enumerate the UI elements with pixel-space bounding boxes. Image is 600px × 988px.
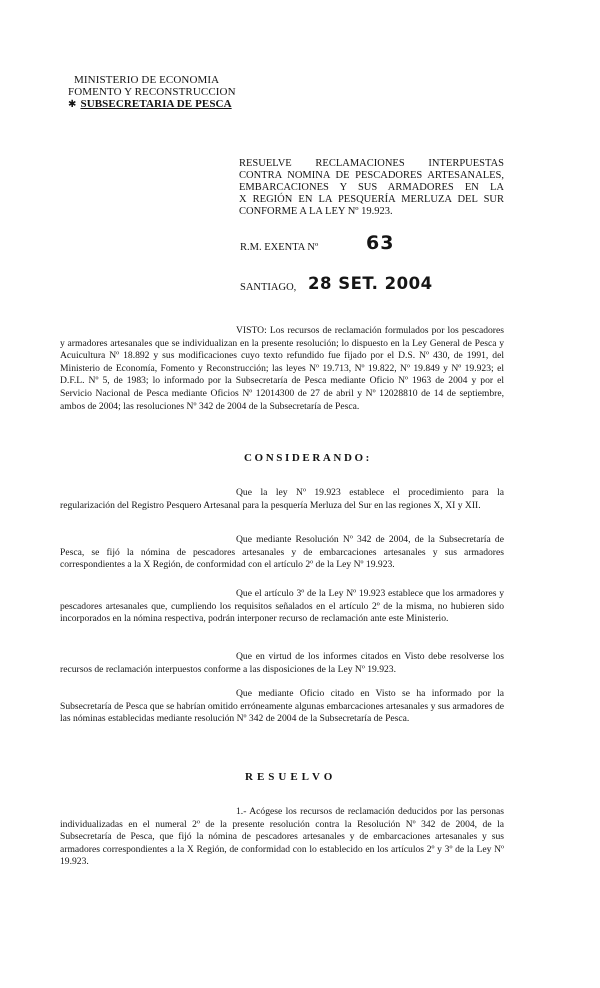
date-line: [240, 274, 460, 300]
exenta-line: [240, 232, 460, 262]
date-label: SANTIAGO,: [240, 282, 297, 293]
considerando-paragraph-5: Que mediante Oficio citado en Visto se ha informado por la Subsecretaría de Pesca que se habrían omitido erróneamente algunas embarcaciones artesanales y sus armadores de las nóminas establecidas mediante resolución Nº 342 de 2004 de la Subsecretaría de Pesca.: [60, 688, 504, 725]
considerando-paragraph-3: Que el artículo 3º de la Ley Nº 19.923 establece que los armadores y pescadores artesanales que, cumpliendo los requisitos señalados en el artículo 2º de la misma, no hubieren sido incorporados en la nómina respectiva, podrán interponer recurso de reclamación ante este Ministerio.: [60, 588, 504, 625]
document-title: RESUELVE RECLAMACIONES INTERPUESTAS CONTRA NOMINA DE PESCADORES ARTESANALES, EMBARCACIONES Y SUS ARMADORES EN LA X REGIÓN EN LA PESQUERÍA MERLUZA DEL SUR CONFORME A LA LEY Nº 19.923.: [239, 158, 504, 217]
visto-paragraph: [60, 325, 504, 413]
date-stamp: 28 SET. 2004: [308, 274, 433, 293]
exenta-label: R.M. EXENTA Nº: [240, 242, 319, 253]
ministry-name: MINISTERIO DE ECONOMIA: [74, 74, 220, 86]
visto-label: VISTO:: [236, 325, 267, 336]
letterhead: [68, 74, 248, 111]
emblem-icon: ✱: [68, 99, 77, 110]
undersecretariat-name: ✱ SUBSECRETARIA DE PESCA: [68, 98, 232, 110]
considerando-heading: CONSIDERANDO:: [244, 452, 372, 464]
visto-text: Los recursos de reclamación formulados por los pescadores y armadores artesanales que se individualizan en la presente resolución; lo dispuesto en la Ley General de Pesca y Acuicultura Nº 18.892 y sus modificaciones cuyo texto refundido fue fijado por el D.S. Nº 430, de 1991, del Ministerio de Economía, Fomento y Reconstrucción; las leyes Nº 19.713, Nº 19.822, Nº 19.849 y Nº 19.923; el D.F.L. Nº 5, de 1983; lo informado por la Subsecretaría de Pesca mediante Oficio Nº 1963 de 2004 y por el Servicio Nacional de Pesca mediante Oficios Nº 12014300 de 27 de abril y Nº 12028810 de 14 de septiembre, ambos de 2004; las resoluciones Nº 342 de 2004 de la Subsecretaría de Pesca.: [60, 325, 504, 412]
ministry-subtitle: FOMENTO Y RECONSTRUCCION: [68, 86, 236, 98]
resuelvo-heading: RESUELVO: [245, 771, 337, 783]
considerando-paragraph-1: Que la ley Nº 19.923 establece el procedimiento para la regularización del Registro Pesquero Artesanal para la pesquería Merluza del Sur en las regiones X, XI y XII.: [60, 487, 504, 511]
resolution-number: 63: [366, 232, 395, 254]
resuelvo-paragraph-1: 1.- Acógese los recursos de reclamación deducidos por las personas individualizadas en el numeral 2º de la presente resolución contra la Resolución Nº 342 de 2004, de la Subsecretaría de Pesca, que fijó la nómina de pescadores artesanales y de embarcaciones artesanales y sus armadores correspondientes a la X Región, de conformidad con lo establecido en los artículos 2º y 3º de la Ley Nº 19.923.: [60, 806, 504, 868]
considerando-paragraph-4: Que en virtud de los informes citados en Visto debe resolverse los recursos de reclamación interpuestos conforme a las disposiciones de la Ley Nº 19.923.: [60, 651, 504, 675]
considerando-paragraph-2: Que mediante Resolución Nº 342 de 2004, de la Subsecretaría de Pesca, se fijó la nómina de pescadores artesanales y de embarcaciones artesanales y sus armadores correspondientes a la X Región, de conformidad con el artículo 2º de la Ley Nº 19.923.: [60, 534, 504, 571]
